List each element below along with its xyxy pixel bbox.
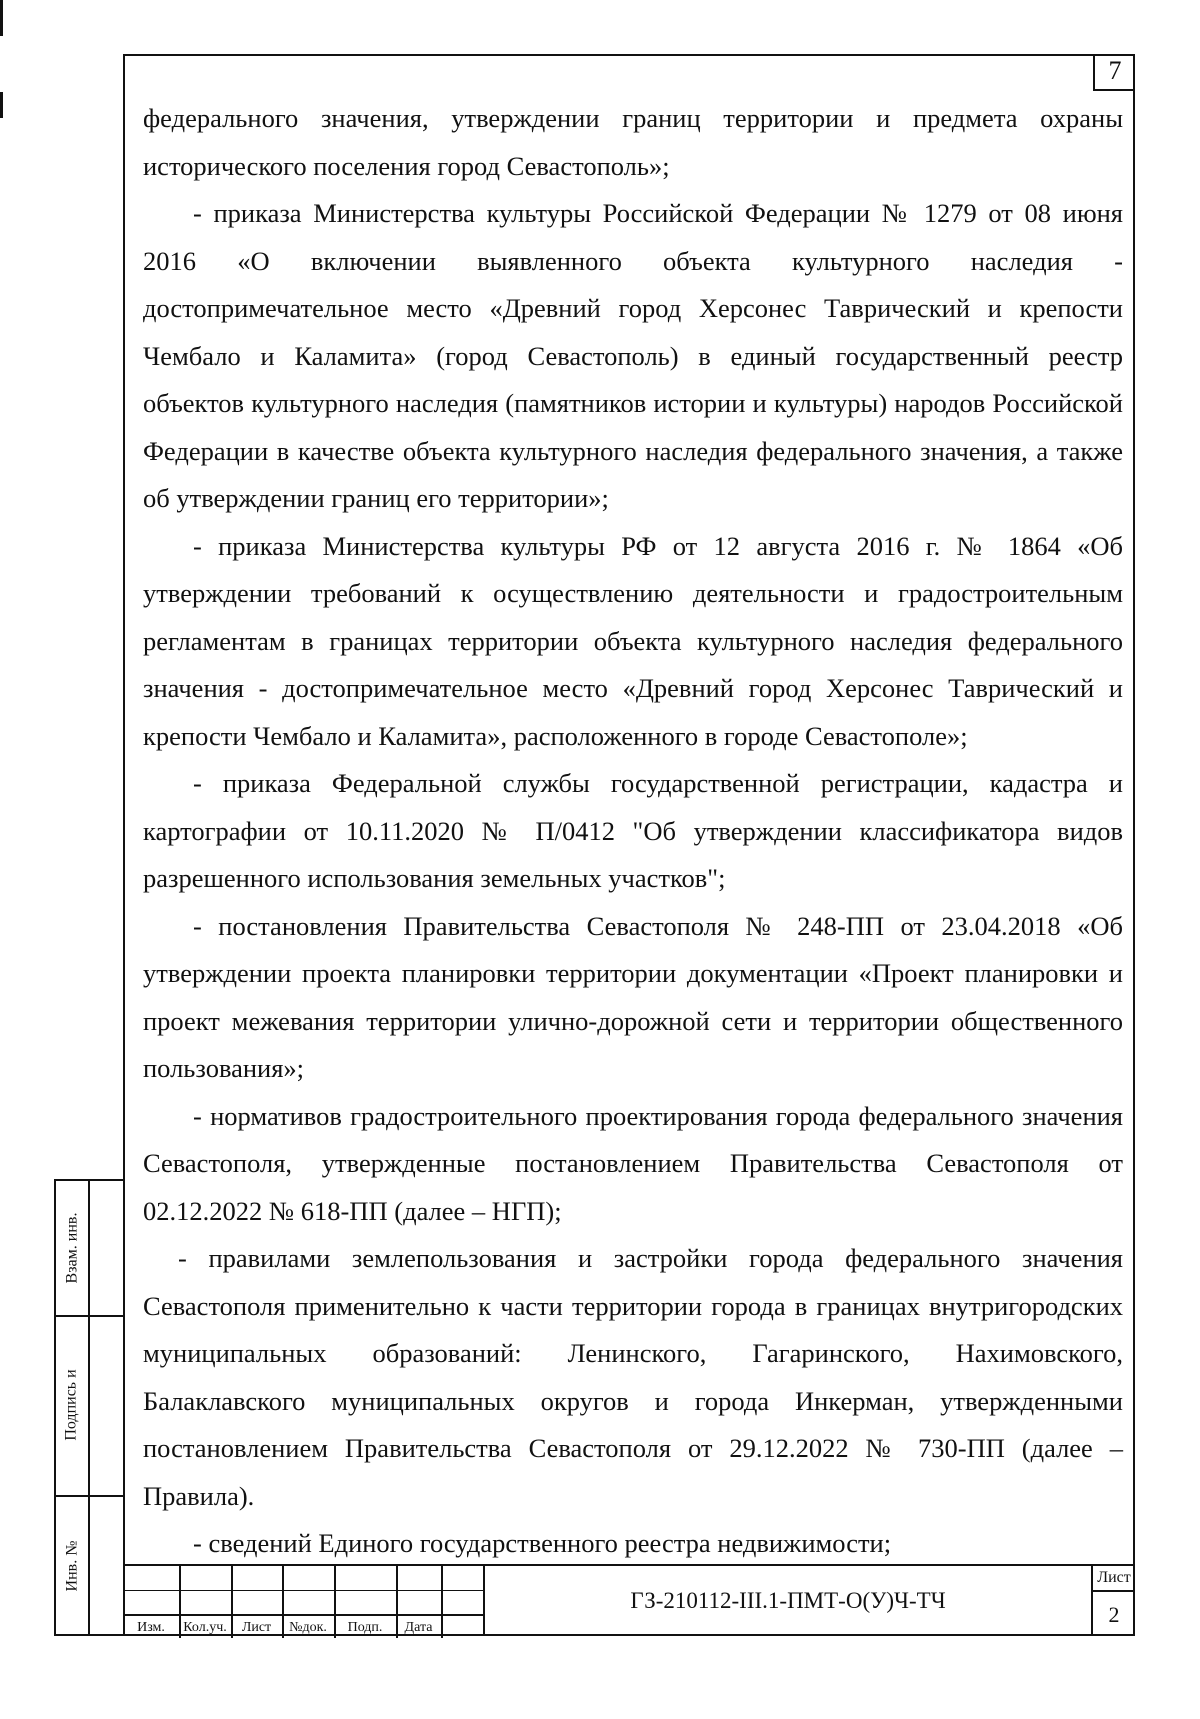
document-code: ГЗ-210112-III.1-ПМТ-О(У)Ч-ТЧ [483,1566,1093,1636]
col-label-sheet: Лист [241,1620,272,1635]
title-block [123,1564,1135,1636]
side-label-signature: Подпись и [63,1369,81,1441]
paragraph: - сведений Единого государственного реестра недвижимости; [193,1528,892,1558]
paragraph: - приказа Министерства культуры РФ от 12 августа 2016 г. № 1864 «Об утверждении требований к осуществлению деятельности и градостроительным регламентам в границах территории объекта культурного наследия федерального значения - достопримечательное место «Древний город Херсонес Таврический и крепости Чембало и Каламита», расположенного в городе Севастополе»; [143,530,1123,751]
paragraph: федерального значения, утверждении границ территории и предмета охраны исторического поселения город Севастополь»; [143,103,1123,181]
col-label-change: Изм. [137,1620,165,1635]
side-stamp [54,1179,123,1636]
margin-mark [0,92,3,118]
paragraph: - правилами землепользования и застройки города федерального значения Севастополя применительно к части территории города в границах внутригородских муниципальных образований: Ленинского, Гагаринского, Нахимовского, Балаклавского муниципальных округов и города Инкерман, утвержденными постановлением Правительства Севастополя от 29.12.2022 № 730-ПП (далее – Правила). [143,1243,1123,1511]
grid-line [123,1614,483,1616]
page-number: 7 [1093,54,1135,91]
side-label-replacement: Взам. инв. [63,1212,80,1284]
document-body [143,95,1123,1568]
col-label-sign: Подп. [347,1620,383,1635]
paragraph: - приказа Министерства культуры Российской Федерации № 1279 от 08 июня 2016 «О включении выявленного объекта культурного наследия - достопримечательное место «Древний город Херсонес Таврический и крепости Чембало и Каламита» (город Севастополь) в единый государственный реестр объектов культурного наследия (памятников истории и культуры) народов Российской Федерации в качестве объекта культурного наследия федерального значения, а также об утверждении границ его территории»; [143,198,1123,513]
grid-line [123,1590,483,1591]
paragraph: - приказа Федеральной службы государственной регистрации, кадастра и картографии от 10.11.2020 № П/0412 "Об утверждении классификатора видов разрешенного использования земельных участков"; [143,768,1123,893]
side-stamp-divider [88,1181,90,1634]
col-label-docnum: №док. [289,1620,327,1635]
paragraph: - нормативов градостроительного проектирования города федерального значения Севастополя, утвержденные постановлением Правительства Севастополя от 02.12.2022 № 618-ПП (далее – НГП); [143,1100,1123,1226]
paragraph: - постановления Правительства Севастополя № 248-ПП от 23.04.2018 «Об утверждении проекта планировки территории документации «Проект планировки и проект межевания территории улично-дорожной сети и территории общественного пользования»; [143,910,1123,1083]
revision-grid [123,1566,483,1638]
side-label-inventory: Инв. № [63,1540,80,1591]
col-label-count: Кол.уч. [183,1620,227,1635]
margin-mark [0,0,3,36]
sheet-label: Лист [1093,1566,1135,1592]
sheet-number: 2 [1108,1602,1120,1627]
col-label-date: Дата [404,1620,433,1635]
grid-line [441,1566,443,1638]
